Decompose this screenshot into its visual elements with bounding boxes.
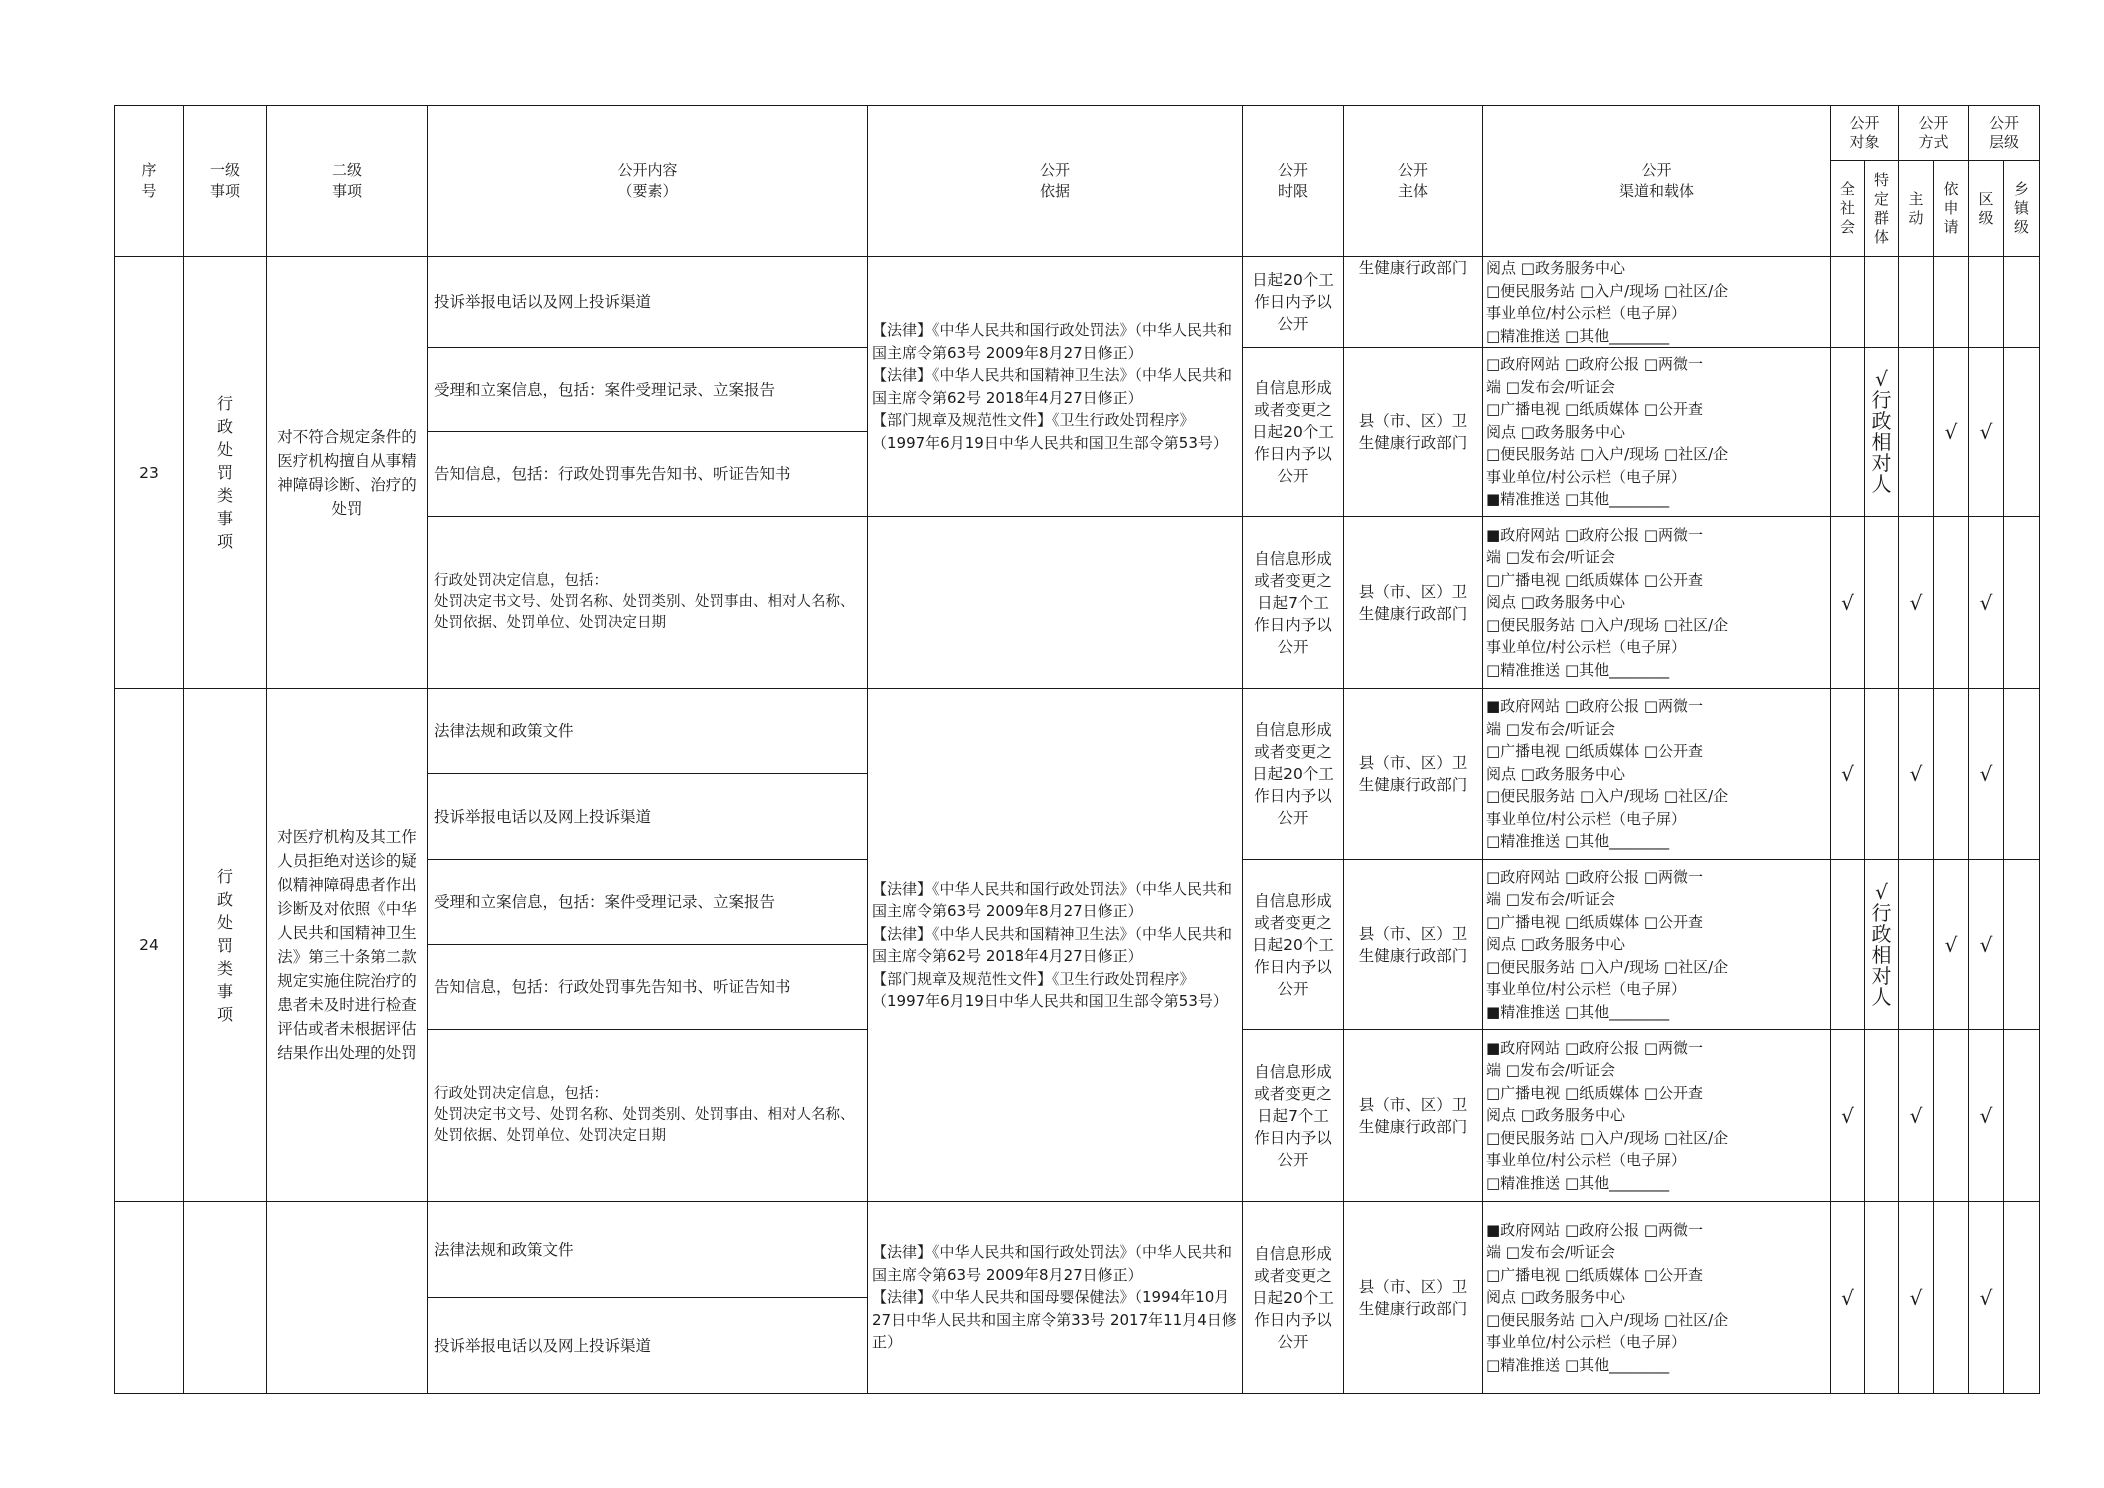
- channel-line: □精准推送 □其他________: [1486, 660, 1670, 679]
- content-item-text: 受理和立案信息，包括：案件受理记录、立案报告: [434, 380, 776, 399]
- row-level1: [184, 257, 267, 689]
- content-item: [428, 257, 868, 348]
- check-mark: √: [1979, 1285, 1993, 1310]
- disclosure-time-text: 日起20个工 作日内予以 公开: [1252, 271, 1334, 333]
- check-mark: √: [1944, 420, 1958, 444]
- channel-line: □便民服务站 □入户/现场 □社区/企: [1486, 445, 1729, 464]
- disclosure-time: [1243, 860, 1344, 1030]
- header-time-text: 公开 时限: [1277, 161, 1308, 200]
- channel-line: ■政府网站 □政府公报 □两微一: [1486, 525, 1704, 544]
- mode-active-check: [1899, 860, 1934, 1030]
- channel-line: ■政府网站 □政府公报 □两微一: [1486, 697, 1704, 716]
- level-township-check: [2004, 860, 2040, 1030]
- disclosure-channels: [1483, 860, 1831, 1030]
- disclosure-time-text: 自信息形成 或者变更之 日起7个工 作日内予以 公开: [1254, 1062, 1332, 1169]
- disclosure-time-text: 自信息形成 或者变更之 日起20个工 作日内予以 公开: [1252, 721, 1334, 827]
- channel-line: 端 □发布会/听证会: [1486, 1061, 1615, 1080]
- level-township-check: [2004, 1030, 2040, 1202]
- channel-line: 端 □发布会/听证会: [1486, 548, 1615, 567]
- check-mark: √: [1944, 932, 1958, 957]
- check-mark: √: [1841, 762, 1854, 786]
- channel-line: □精准推送 □其他________: [1486, 1355, 1670, 1374]
- header-mode-apply: [1934, 161, 1969, 257]
- content-item-text: 法律法规和政策文件: [434, 722, 574, 740]
- disclosure-channels: [1483, 348, 1831, 517]
- level-township-check: [2004, 689, 2040, 860]
- disclosure-body: [1344, 1030, 1483, 1202]
- basis-empty: [868, 517, 1243, 689]
- disclosure-body: [1344, 689, 1483, 860]
- check-mark: √: [1979, 932, 1993, 957]
- header-level-district-text: 区 级: [1978, 189, 1994, 227]
- channel-line: 阅点 □政务服务中心: [1486, 935, 1625, 954]
- row-level2: [267, 689, 428, 1202]
- disclosure-body-text: 县（市、区）卫 生健康行政部门: [1358, 1277, 1468, 1318]
- level-township-check: [2004, 257, 2040, 348]
- content-item-text: 投诉举报电话以及网上投诉渠道: [434, 1336, 652, 1355]
- disclosure-channels: [1483, 1202, 1831, 1394]
- channel-line: 阅点 □政务服务中心: [1486, 259, 1625, 277]
- disclosure-table: [114, 105, 2040, 1394]
- level-district-check: [1969, 860, 2004, 1030]
- row-basis: [868, 257, 1243, 517]
- table-row: [115, 257, 2040, 348]
- header-mode-active: [1899, 161, 1934, 257]
- level-district-check: [1969, 257, 2004, 348]
- header-time: [1243, 106, 1344, 257]
- level-district-check: [1969, 689, 2004, 860]
- target-specific-check: [1865, 517, 1899, 689]
- header-target-all-text: 全 社 会: [1839, 180, 1855, 236]
- disclosure-table-sheet: [114, 105, 2039, 1388]
- channel-line: □精准推送 □其他________: [1486, 1173, 1670, 1192]
- content-item: [428, 432, 868, 517]
- channel-line: ■政府网站 □政府公报 □两微一: [1486, 1038, 1704, 1057]
- row-basis-text: 【法律】《中华人民共和国行政处罚法》（中华人民共和国主席令第63号 2009年8月27日修正） 【法律】《中华人民共和国精神卫生法》（中华人民共和国主席令第62号 2018年4月27日修正） 【部门规章及规范性文件】《卫生行政处罚程序》（1997年6月19日中华人民共和国卫生部令第53号）: [872, 321, 1233, 452]
- header-level1: [184, 106, 267, 257]
- channel-line: 端 □发布会/听证会: [1486, 377, 1615, 396]
- channel-line: □精准推送 □其他________: [1486, 832, 1670, 851]
- target-specific-check: [1865, 689, 1899, 860]
- content-item-text: 告知信息，包括：行政处罚事先告知书、听证告知书: [434, 978, 791, 996]
- check-mark: √: [1909, 590, 1923, 615]
- channel-line: □政府网站 □政府公报 □两微一: [1486, 867, 1704, 886]
- disclosure-time-text: 自信息形成 或者变更之 日起20个工 作日内予以 公开: [1252, 379, 1334, 485]
- header-level: [1969, 106, 2040, 161]
- row-basis: [868, 1202, 1243, 1394]
- header-body-text: 公开 主体: [1397, 161, 1428, 200]
- disclosure-body-text: 县（市、区）卫 生健康行政部门: [1358, 924, 1468, 965]
- disclosure-body-text: 县（市、区）卫 生健康行政部门: [1358, 582, 1468, 623]
- level-township-check: [2004, 517, 2040, 689]
- channel-line: ■政府网站 □政府公报 □两微一: [1486, 1220, 1704, 1239]
- channel-line: □便民服务站 □入户/现场 □社区/企: [1486, 1128, 1729, 1147]
- row-seq-text: 24: [139, 936, 159, 954]
- table-row: [115, 689, 2040, 774]
- level-district-check: [1969, 348, 2004, 517]
- mode-apply-check: [1934, 517, 1969, 689]
- disclosure-body-text: 县（市、区）卫 生健康行政部门: [1358, 1095, 1468, 1136]
- disclosure-time: [1243, 1202, 1344, 1394]
- check-mark: √: [1909, 1103, 1923, 1128]
- row-seq: [115, 689, 184, 1202]
- disclosure-body-text: 生健康行政部门: [1358, 259, 1468, 277]
- disclosure-time: [1243, 257, 1344, 348]
- header-mode-active-text: 主 动: [1908, 189, 1924, 227]
- channel-line: 端 □发布会/听证会: [1486, 890, 1615, 909]
- content-item-text: 行政处罚决定信息，包括： 处罚决定书文号、处罚名称、处罚类别、处罚事由、相对人名称、处罚依据、处罚单位、处罚决定日期: [434, 573, 855, 631]
- channel-line: □广播电视 □纸质媒体 □公开查: [1486, 742, 1704, 761]
- header-level-district: [1969, 161, 2004, 257]
- level-district-check: [1969, 1030, 2004, 1202]
- channel-line: 事业单位/村公示栏（电子屏）: [1486, 304, 1687, 322]
- header-mode: [1899, 106, 1969, 161]
- check-mark: √: [1979, 762, 1993, 786]
- target-all-check: [1831, 517, 1865, 689]
- target-all-check: [1831, 1202, 1865, 1394]
- channel-line: 事业单位/村公示栏（电子屏）: [1486, 1333, 1687, 1352]
- row-basis: [868, 689, 1243, 1202]
- mode-apply-check: [1934, 348, 1969, 517]
- channel-line: □便民服务站 □入户/现场 □社区/企: [1486, 281, 1729, 300]
- header-mode-apply-text: 依 申 请: [1943, 180, 1959, 236]
- disclosure-time-text: 自信息形成 或者变更之 日起20个工 作日内予以 公开: [1252, 891, 1334, 998]
- header-target-text: 公开 对象: [1849, 114, 1880, 151]
- check-mark: √: [1841, 1103, 1854, 1128]
- target-all-check: [1831, 860, 1865, 1030]
- channel-line: □便民服务站 □入户/现场 □社区/企: [1486, 787, 1729, 806]
- content-item: [428, 1202, 868, 1298]
- header-target: [1831, 106, 1899, 161]
- row-level1: [184, 1202, 267, 1394]
- content-item-text: 投诉举报电话以及网上投诉渠道: [434, 293, 652, 311]
- check-mark: √: [1979, 420, 1993, 444]
- mode-apply-check: [1934, 860, 1969, 1030]
- channel-line: □便民服务站 □入户/现场 □社区/企: [1486, 957, 1729, 976]
- level-district-check: [1969, 517, 2004, 689]
- channel-line: □广播电视 □纸质媒体 □公开查: [1486, 570, 1704, 589]
- content-item: [428, 517, 868, 689]
- row-basis-text: 【法律】《中华人民共和国行政处罚法》（中华人民共和国主席令第63号 2009年8月27日修正） 【法律】《中华人民共和国精神卫生法》（中华人民共和国主席令第62号 2018年4月27日修正） 【部门规章及规范性文件】《卫生行政处罚程序》（1997年6月19日中华人民共和国卫生部令第53号）: [872, 879, 1233, 1010]
- disclosure-time: [1243, 517, 1344, 689]
- disclosure-body: [1344, 860, 1483, 1030]
- disclosure-time-text: 自信息形成 或者变更之 日起20个工 作日内予以 公开: [1252, 1244, 1334, 1351]
- row-seq: [115, 257, 184, 689]
- row-level2-text: 对医疗机构及其工作人员拒绝对送诊的疑似精神障碍患者作出诊断及对依照《中华人民共和国精神卫生法》第三十条第二款规定实施住院治疗的患者未及时进行检查评估或者未根据评估结果作出处理的处罚: [277, 828, 417, 1062]
- content-item: [428, 774, 868, 860]
- disclosure-body: [1344, 517, 1483, 689]
- content-item: [428, 348, 868, 432]
- channel-line: □便民服务站 □入户/现场 □社区/企: [1486, 1310, 1729, 1329]
- channel-line: 事业单位/村公示栏（电子屏）: [1486, 1151, 1687, 1170]
- channel-line: ■精准推送 □其他________: [1486, 1002, 1670, 1021]
- content-item-text: 告知信息，包括：行政处罚事先告知书、听证告知书: [434, 465, 791, 483]
- header-basis-text: 公开 依据: [1039, 161, 1070, 200]
- check-mark: √: [1841, 590, 1854, 615]
- row-seq-text: 23: [139, 463, 159, 482]
- row-level2-text: 对不符合规定条件的医疗机构擅自从事精神障碍诊断、治疗的处罚: [277, 427, 417, 518]
- channel-line: 阅点 □政务服务中心: [1486, 764, 1625, 783]
- channel-line: 端 □发布会/听证会: [1486, 719, 1615, 738]
- channel-line: □便民服务站 □入户/现场 □社区/企: [1486, 615, 1729, 634]
- mode-apply-check: [1934, 257, 1969, 348]
- header-level-text: 公开 层级: [1989, 114, 2020, 151]
- row-level2: [267, 1202, 428, 1394]
- row-seq: [115, 1202, 184, 1394]
- mode-active-check: [1899, 689, 1934, 860]
- level-township-check: [2004, 1202, 2040, 1394]
- header-channel: [1483, 106, 1831, 257]
- content-item-text: 行政处罚决定信息，包括： 处罚决定书文号、处罚名称、处罚类别、处罚事由、相对人名称、处罚依据、处罚单位、处罚决定日期: [434, 1086, 855, 1144]
- mode-active-check: [1899, 517, 1934, 689]
- header-seq-text: 序 号: [141, 161, 157, 200]
- content-item-text: 投诉举报电话以及网上投诉渠道: [434, 807, 652, 826]
- check-mark: √: [1909, 1285, 1923, 1310]
- header-seq: [115, 106, 184, 257]
- content-item-text: 受理和立案信息，包括：案件受理记录、立案报告: [434, 893, 776, 911]
- target-specific-text: √ 行 政 相 对 人: [1871, 879, 1892, 1009]
- disclosure-channels: [1483, 1030, 1831, 1202]
- channel-line: 阅点 □政务服务中心: [1486, 1106, 1625, 1125]
- table-row: [115, 1202, 2040, 1298]
- row-level1-text: 行 政 处 罚 类 事 项: [216, 866, 233, 1024]
- mode-active-check: [1899, 1202, 1934, 1394]
- header-level-township: [2004, 161, 2040, 257]
- mode-apply-check: [1934, 689, 1969, 860]
- header-content: [428, 106, 868, 257]
- mode-active-check: [1899, 257, 1934, 348]
- channel-line: 阅点 □政务服务中心: [1486, 1288, 1625, 1307]
- disclosure-channels: [1483, 257, 1831, 348]
- target-specific-text: √ 行 政 相 对 人: [1871, 367, 1892, 496]
- header-level-township-text: 乡 镇 级: [2014, 180, 2030, 236]
- header-body: [1344, 106, 1483, 257]
- target-all-check: [1831, 348, 1865, 517]
- mode-active-check: [1899, 1030, 1934, 1202]
- target-specific-check: [1865, 257, 1899, 348]
- channel-line: 端 □发布会/听证会: [1486, 1243, 1615, 1262]
- check-mark: √: [1979, 590, 1993, 615]
- content-item: [428, 1298, 868, 1394]
- disclosure-body: [1344, 1202, 1483, 1394]
- target-all-check: [1831, 257, 1865, 348]
- header-basis: [868, 106, 1243, 257]
- disclosure-body-text: 县（市、区）卫 生健康行政部门: [1358, 412, 1468, 452]
- header-level2-text: 二级 事项: [331, 161, 362, 200]
- disclosure-time: [1243, 689, 1344, 860]
- mode-apply-check: [1934, 1202, 1969, 1394]
- target-specific-check: [1865, 1030, 1899, 1202]
- content-item: [428, 1030, 868, 1202]
- header-level1-text: 一级 事项: [209, 161, 240, 200]
- row-level2: [267, 257, 428, 689]
- channel-line: 事业单位/村公示栏（电子屏）: [1486, 809, 1687, 828]
- disclosure-body-text: 县（市、区）卫 生健康行政部门: [1358, 754, 1468, 794]
- disclosure-time-text: 自信息形成 或者变更之 日起7个工 作日内予以 公开: [1254, 549, 1332, 656]
- disclosure-channels: [1483, 689, 1831, 860]
- header-mode-text: 公开 方式: [1918, 114, 1949, 151]
- content-item: [428, 689, 868, 774]
- level-district-check: [1969, 1202, 2004, 1394]
- channel-line: □政府网站 □政府公报 □两微一: [1486, 355, 1704, 374]
- row-basis-text: 【法律】《中华人民共和国行政处罚法》（中华人民共和国主席令第63号 2009年8月27日修正） 【法律】《中华人民共和国母婴保健法》（1994年10月27日中华人民共和国主席令第33号 2017年11月4日修正）: [872, 1243, 1237, 1352]
- check-mark: √: [1841, 1285, 1854, 1310]
- channel-line: ■精准推送 □其他________: [1486, 490, 1670, 509]
- disclosure-time: [1243, 1030, 1344, 1202]
- disclosure-channels: [1483, 517, 1831, 689]
- target-all-check: [1831, 689, 1865, 860]
- channel-line: 阅点 □政务服务中心: [1486, 593, 1625, 612]
- channel-line: 阅点 □政务服务中心: [1486, 422, 1625, 441]
- header-target-all: [1831, 161, 1865, 257]
- mode-apply-check: [1934, 1030, 1969, 1202]
- channel-line: 事业单位/村公示栏（电子屏）: [1486, 467, 1687, 486]
- channel-line: □广播电视 □纸质媒体 □公开查: [1486, 1265, 1704, 1284]
- disclosure-body: [1344, 257, 1483, 348]
- check-mark: √: [1909, 762, 1923, 786]
- channel-line: 事业单位/村公示栏（电子屏）: [1486, 980, 1687, 999]
- check-mark: √: [1979, 1103, 1993, 1128]
- header-target-specific: [1865, 161, 1899, 257]
- channel-line: □广播电视 □纸质媒体 □公开查: [1486, 1083, 1704, 1102]
- target-specific-check: [1865, 860, 1899, 1030]
- header-level2: [267, 106, 428, 257]
- level-township-check: [2004, 348, 2040, 517]
- content-item-text: 法律法规和政策文件: [434, 1240, 574, 1259]
- disclosure-time: [1243, 348, 1344, 517]
- target-specific-check: [1865, 1202, 1899, 1394]
- target-specific-check: [1865, 348, 1899, 517]
- disclosure-body: [1344, 348, 1483, 517]
- target-all-check: [1831, 1030, 1865, 1202]
- mode-active-check: [1899, 348, 1934, 517]
- header-channel-text: 公开 渠道和载体: [1618, 161, 1694, 200]
- channel-line: □精准推送 □其他________: [1486, 326, 1670, 345]
- row-level1-text: 行 政 处 罚 类 事 项: [216, 394, 233, 551]
- channel-line: □广播电视 □纸质媒体 □公开查: [1486, 400, 1704, 419]
- header-content-text: 公开内容 （要素）: [617, 161, 678, 200]
- channel-line: 事业单位/村公示栏（电子屏）: [1486, 638, 1687, 657]
- row-level1: [184, 689, 267, 1202]
- content-item: [428, 945, 868, 1030]
- header-target-specific-text: 特 定 群 体: [1874, 170, 1890, 246]
- content-item: [428, 860, 868, 945]
- channel-line: □广播电视 □纸质媒体 □公开查: [1486, 912, 1704, 931]
